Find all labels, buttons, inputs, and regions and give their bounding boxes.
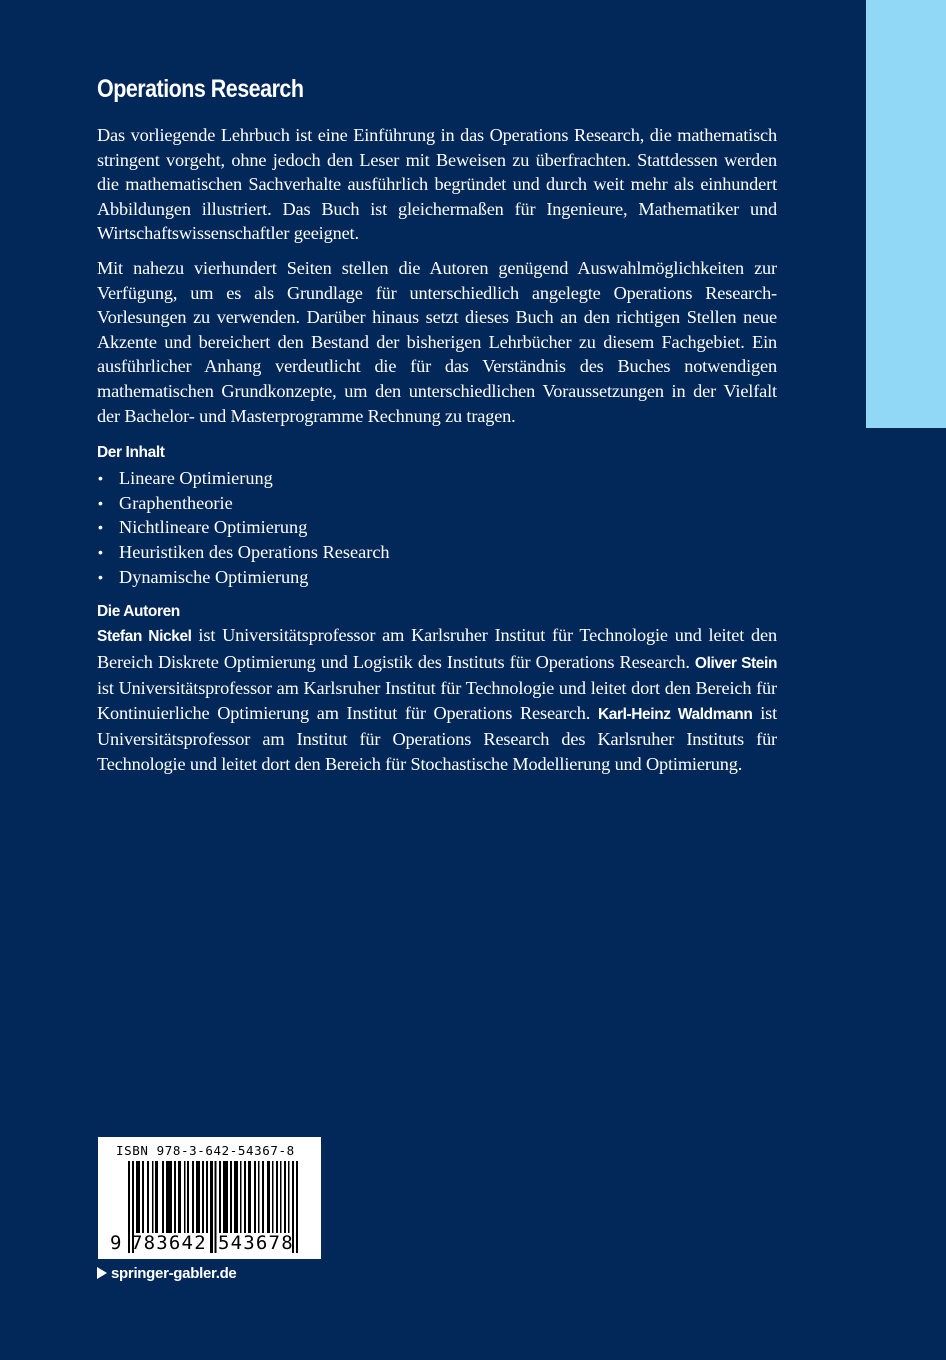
authors-bios	[97, 623, 777, 777]
author-bio: ist Universitätsprofessor am Institut für Operations Research des Karlsruher Instituts für Technologie und leitet dort den Bereich für Stochastische Modellierung und Optimierung.	[97, 702, 778, 775]
bullet-icon: •	[98, 543, 103, 560]
author-bio: ist Universitätsprofessor am Karlsruher Institut für Technologie und leitet dort den Bereich für Kontinuierliche Optimierung am Institut für Operations Research.	[97, 678, 777, 723]
play-arrow-icon	[97, 1267, 107, 1279]
description-paragraph-2: Mit nahezu vierhundert Seiten stellen die Autoren genügend Auswahlmöglichkeiten zur Verfügung, um es als Grundlage für unterschiedlich angelegte Operations Research-Vorlesungen zu verwenden. Darüber hinaus setzt dieses Buch an den richtigen Stellen neue Akzente und bereichert den Bestand der bisherigen Lehrbücher zu diesem Fachgebiet. Ein ausführlicher Anhang verdeutlicht die für das Verständnis des Buches notwendigen mathematischen Grundkonzepte, um den unterschiedlichen Voraussetzungen in der Vielfalt der Bachelor- und Masterprogramme Rechnung zu tragen.	[97, 257, 777, 426]
bullet-icon: •	[98, 470, 103, 487]
accent-color-strip	[866, 0, 946, 428]
contents-item-label: Lineare Optimierung	[119, 468, 273, 489]
authors-heading: Die Autoren	[97, 603, 180, 621]
author-bio: ist Universitätsprofessor am Karlsruher Institut für Technologie und leitet den Bereich Diskrete Optimierung und Logistik des Instituts für Operations Research.	[97, 625, 777, 672]
contents-item	[97, 515, 777, 540]
contents-list	[97, 466, 777, 589]
contents-item-label: Nichtlineare Optimierung	[119, 517, 308, 538]
publisher-website-link[interactable]	[97, 1265, 236, 1282]
ean-right-group: 543678	[218, 1232, 294, 1254]
contents-item	[97, 491, 777, 516]
back-cover-content	[97, 72, 777, 777]
author-name: Stefan Nickel	[97, 628, 192, 646]
contents-heading: Der Inhalt	[97, 444, 165, 462]
contents-item-label: Graphentheorie	[119, 492, 233, 513]
contents-item	[97, 565, 777, 590]
contents-item-label: Dynamische Optimierung	[119, 566, 309, 587]
publisher-url: springer-gabler.de	[111, 1265, 237, 1282]
author-name: Karl-Heinz Waldmann	[597, 705, 753, 723]
bullet-icon: •	[98, 519, 103, 536]
contents-item	[97, 540, 777, 565]
description-paragraph-1: Das vorliegende Lehrbuch ist eine Einführung in das Operations Research, die mathematisch stringent vorgeht, ohne jedoch den Leser mit Beweisen zu überfrachten. Stattdessen werden die mathematischen Sachverhalte ausführlich begründet und durch weit mehr als einhundert Abbildungen illustriert. Das Buch ist gleichermaßen für Ingenieure, Mathematiker und Wirtschaftswissenschaftler geeignet.	[97, 125, 777, 244]
contents-item-label: Heuristiken des Operations Research	[119, 541, 390, 562]
isbn-label: ISBN 978-3-642-54367-8	[116, 1143, 295, 1158]
author-name: Oliver Stein	[694, 654, 778, 672]
book-title: Operations Research	[97, 75, 304, 103]
isbn-barcode	[98, 1137, 321, 1259]
contents-item	[97, 466, 777, 491]
ean-left-group: 783642	[131, 1232, 207, 1254]
bullet-icon: •	[98, 568, 103, 585]
ean-first-digit: 9	[110, 1232, 123, 1254]
bullet-icon: •	[98, 494, 103, 511]
